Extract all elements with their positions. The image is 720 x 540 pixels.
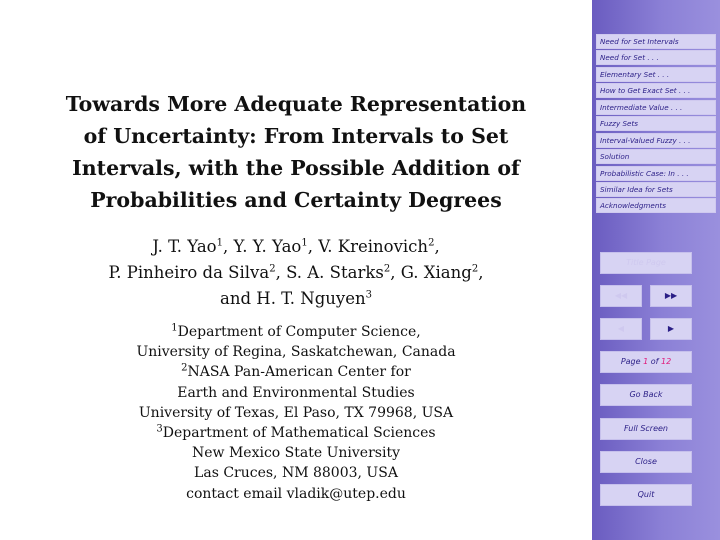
author-separator: , — [434, 237, 440, 256]
nav-item-need-for-set[interactable]: Need for Set . . . — [596, 50, 716, 65]
title-line: Probabilities and Certainty Degrees — [90, 188, 502, 212]
quit-button[interactable]: Quit — [600, 484, 692, 506]
nav-item-acknowledgments[interactable]: Acknowledgments — [596, 198, 716, 213]
affiliation-line — [40, 423, 552, 443]
affiliation-text: NASA Pan-American Center for — [187, 364, 411, 381]
author-line — [40, 286, 552, 312]
navigation-sidebar — [592, 0, 720, 540]
nav-item-probabilistic-case[interactable]: Probabilistic Case: In . . . — [596, 166, 716, 181]
author-list — [40, 234, 552, 312]
page-total: 12 — [660, 357, 672, 366]
author-affiliation-mark: 2 — [428, 237, 435, 249]
affiliation-mark: 2 — [181, 362, 188, 374]
author-affiliation-mark: 1 — [216, 237, 223, 249]
affiliation-line — [40, 322, 552, 342]
author-name: S. A. Starks — [286, 263, 384, 282]
nav-item-solution[interactable]: Solution — [596, 149, 716, 164]
go-back-button[interactable]: Go Back — [600, 384, 692, 406]
nav-item-fuzzy-sets[interactable]: Fuzzy Sets — [596, 116, 716, 131]
affiliation-line: Las Cruces, NM 88003, USA — [194, 465, 398, 482]
page-indicator — [600, 351, 692, 373]
nav-item-need-for-set-intervals[interactable]: Need for Set Intervals — [596, 34, 716, 49]
page-of: of — [648, 357, 661, 366]
slide-title — [20, 88, 572, 216]
author-name: Y. Y. Yao — [233, 237, 302, 256]
nav-item-similar-idea-for-sets[interactable]: Similar Idea for Sets — [596, 182, 716, 197]
affiliation-text: Department of Mathematical Sciences — [162, 425, 436, 442]
author-separator: , — [478, 263, 484, 282]
affiliation-line — [40, 362, 552, 382]
author-line — [40, 260, 552, 286]
author-separator: , — [390, 263, 401, 282]
author-separator: , — [275, 263, 287, 282]
fast-forward-icon: ▶▶ — [664, 291, 678, 300]
title-line: of Uncertainty: From Intervals to Set — [83, 124, 509, 148]
affiliation-text: Department of Computer Science, — [177, 324, 421, 340]
title-line: Towards More Adequate Representation — [65, 92, 527, 116]
next-page-button[interactable] — [650, 318, 692, 340]
previous-page-button[interactable] — [600, 318, 642, 340]
author-affiliation-mark: 1 — [301, 237, 308, 249]
affiliation-mark: 1 — [171, 322, 178, 334]
author-name: V. Kreinovich — [318, 237, 429, 256]
nav-item-elementary-set[interactable]: Elementary Set . . . — [596, 67, 716, 82]
rewind-button[interactable] — [600, 285, 642, 307]
author-separator: , — [222, 237, 234, 256]
full-screen-button[interactable]: Full Screen — [600, 418, 692, 440]
author-separator: , — [307, 237, 319, 256]
affiliation-line: New Mexico State University — [192, 445, 400, 462]
affiliation-line: University of Regina, Saskatchewan, Canada — [136, 344, 456, 361]
page-current: 1 — [643, 357, 649, 366]
author-name: G. Xiang — [400, 263, 472, 282]
affiliation-line: Earth and Environmental Studies — [177, 384, 415, 401]
fast-forward-button[interactable] — [650, 285, 692, 307]
close-button[interactable]: Close — [600, 451, 692, 473]
rewind-icon: ◀◀ — [614, 291, 628, 300]
next-icon: ▶ — [667, 324, 675, 333]
nav-item-how-to-get-exact-set[interactable]: How to Get Exact Set . . . — [596, 83, 716, 98]
author-name: J. T. Yao — [152, 237, 217, 256]
affiliation-mark: 3 — [156, 423, 163, 435]
author-name: P. Pinheiro da Silva — [108, 263, 270, 282]
previous-icon: ◀ — [617, 324, 625, 333]
author-name: and H. T. Nguyen — [220, 289, 366, 308]
title-page-button[interactable]: Title Page — [600, 252, 692, 274]
nav-item-interval-valued-fuzzy[interactable]: Interval-Valued Fuzzy . . . — [596, 133, 716, 148]
author-line — [40, 234, 552, 260]
page-prefix: Page — [620, 357, 644, 366]
affiliation-line: University of Texas, El Paso, TX 79968, USA — [138, 404, 454, 421]
author-affiliation-mark: 2 — [269, 263, 276, 275]
title-line: Intervals, with the Possible Addition of — [72, 156, 520, 180]
affiliations — [40, 322, 552, 504]
contact-email: contact email vladik@utep.edu — [186, 485, 406, 502]
author-affiliation-mark: 2 — [471, 263, 479, 275]
section-nav — [596, 34, 716, 215]
author-affiliation-mark: 2 — [383, 263, 391, 275]
author-affiliation-mark: 3 — [365, 289, 372, 301]
nav-item-intermediate-value[interactable]: Intermediate Value . . . — [596, 100, 716, 115]
